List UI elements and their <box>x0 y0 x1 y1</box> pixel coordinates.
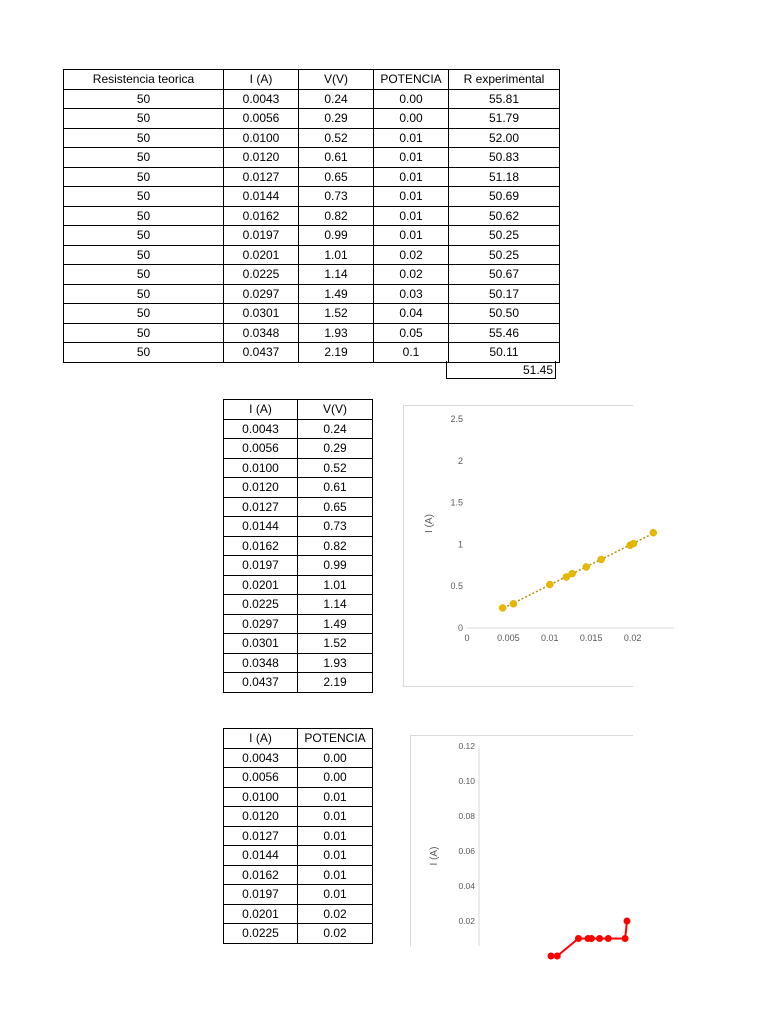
table-cell: 50.17 <box>449 284 560 304</box>
table-cell: 0.0127 <box>224 826 298 846</box>
table-cell: 0.0348 <box>224 653 298 673</box>
y-tick-label: 0.08 <box>458 811 475 821</box>
table-cell: 0.0120 <box>224 807 298 827</box>
table-cell: 0.02 <box>298 924 373 944</box>
table-cell: 0.0056 <box>224 109 299 129</box>
y-axis-label: I (A) <box>424 514 435 533</box>
y-tick-label: 2.5 <box>450 414 463 424</box>
table-row <box>224 885 373 905</box>
data-point <box>546 581 553 588</box>
table-cell: 0.01 <box>374 128 449 148</box>
table-row <box>64 187 560 207</box>
table-cell: 0.0043 <box>224 89 299 109</box>
table-cell: 0.0100 <box>224 787 298 807</box>
table-row <box>64 109 560 129</box>
data-point <box>624 918 631 925</box>
data-point <box>605 935 612 942</box>
table-row <box>224 653 373 673</box>
table-row <box>64 265 560 285</box>
x-tick-label: 0.005 <box>497 633 520 643</box>
table-cell: 0.0201 <box>224 904 298 924</box>
table-row <box>224 924 373 944</box>
table-row <box>224 419 373 439</box>
table-cell: 0.0162 <box>224 865 298 885</box>
table-cell: 0.00 <box>298 748 373 768</box>
table-cell: 50 <box>64 343 224 363</box>
table-cell: 55.81 <box>449 89 560 109</box>
table-row <box>224 673 373 693</box>
table-header-row <box>64 70 560 90</box>
table-cell: 0.0437 <box>224 343 299 363</box>
table-cell: 0.0297 <box>224 614 298 634</box>
table-cell: 2.19 <box>298 673 373 693</box>
table-row <box>224 846 373 866</box>
table-row <box>224 556 373 576</box>
table-row <box>224 517 373 537</box>
table-row <box>64 89 560 109</box>
table-row <box>224 478 373 498</box>
table-cell: 1.93 <box>298 653 373 673</box>
table-cell: 1.49 <box>298 614 373 634</box>
table-cell: 0.73 <box>299 187 374 207</box>
table-cell: 0.0100 <box>224 458 298 478</box>
iv-table-body <box>224 419 373 692</box>
y-tick-label: 0.10 <box>458 776 475 786</box>
table-cell: 1.52 <box>298 634 373 654</box>
table-cell: 50 <box>64 187 224 207</box>
table-cell: 0.0301 <box>224 634 298 654</box>
y-tick-label: 1 <box>457 539 463 550</box>
y-axis-label: I (A) <box>429 846 440 866</box>
table-cell: 0.0201 <box>224 245 299 265</box>
table-cell: 1.14 <box>299 265 374 285</box>
table-cell: 0.02 <box>374 265 449 285</box>
header-current: I (A) <box>224 70 299 90</box>
y-tick-label: 2 <box>457 455 463 466</box>
table-cell: 50 <box>64 245 224 265</box>
table-cell: 50 <box>64 148 224 168</box>
chart-svg <box>411 736 633 946</box>
table-row <box>224 826 373 846</box>
table-cell: 0.0197 <box>224 226 299 246</box>
table-cell: 0.0056 <box>224 768 298 788</box>
data-point <box>588 935 595 942</box>
table-row <box>64 206 560 226</box>
table-cell: 0.0127 <box>224 167 299 187</box>
table-cell: 0.03 <box>374 284 449 304</box>
chart-svg <box>404 406 642 686</box>
table-cell: 50.62 <box>449 206 560 226</box>
table-cell: 50 <box>64 109 224 129</box>
table-cell: 0.29 <box>299 109 374 129</box>
table-cell: 50 <box>64 265 224 285</box>
table-cell: 0.0348 <box>224 323 299 343</box>
table-cell: 1.93 <box>299 323 374 343</box>
table-row <box>64 245 560 265</box>
table-cell: 0.01 <box>374 148 449 168</box>
table-cell: 0.01 <box>374 226 449 246</box>
table-cell: 0.01 <box>298 865 373 885</box>
table-cell: 0.00 <box>374 89 449 109</box>
table-cell: 50.25 <box>449 226 560 246</box>
table-header-row <box>224 400 373 420</box>
data-point <box>650 529 657 536</box>
table-row <box>224 595 373 615</box>
header-potencia: POTENCIA <box>298 729 373 749</box>
table-cell: 1.52 <box>299 304 374 324</box>
table-cell: 50 <box>64 206 224 226</box>
ip-table-body <box>224 748 373 943</box>
table-cell: 0.99 <box>298 556 373 576</box>
table-row <box>224 536 373 556</box>
table-cell: 0.73 <box>298 517 373 537</box>
table-row <box>224 634 373 654</box>
table-cell: 50.67 <box>449 265 560 285</box>
x-tick-label: 0.02 <box>623 633 642 643</box>
table-cell: 55.46 <box>449 323 560 343</box>
table-cell: 50 <box>64 226 224 246</box>
table-cell: 0.1 <box>374 343 449 363</box>
table-cell: 1.01 <box>299 245 374 265</box>
table-cell: 50 <box>64 128 224 148</box>
table-row <box>224 439 373 459</box>
table-cell: 0.00 <box>298 768 373 788</box>
data-point <box>596 935 603 942</box>
table-cell: 0.0437 <box>224 673 298 693</box>
table-cell: 0.02 <box>374 245 449 265</box>
table-row <box>64 323 560 343</box>
table-cell: 0.61 <box>299 148 374 168</box>
table-cell: 0.99 <box>299 226 374 246</box>
header-resistencia-teorica: Resistencia teorica <box>64 70 224 90</box>
table-cell: 1.01 <box>298 575 373 595</box>
table-cell: 0.0225 <box>224 265 299 285</box>
data-point <box>583 563 590 570</box>
table-row <box>64 226 560 246</box>
table-cell: 0.02 <box>298 904 373 924</box>
x-tick-label: 0.015 <box>579 633 603 643</box>
table-cell: 0.01 <box>374 167 449 187</box>
data-point <box>510 600 517 607</box>
table-cell: 0.0197 <box>224 556 298 576</box>
table-cell: 50 <box>64 323 224 343</box>
y-tick-label: 0.02 <box>458 916 475 926</box>
table-row <box>64 128 560 148</box>
table-cell: 52.00 <box>449 128 560 148</box>
data-point <box>499 604 506 611</box>
table-cell: 50.50 <box>449 304 560 324</box>
data-point <box>569 570 576 577</box>
table-cell: 0.01 <box>298 787 373 807</box>
table-cell: 0.00 <box>374 109 449 129</box>
table-cell: 50.25 <box>449 245 560 265</box>
table-cell: 2.19 <box>299 343 374 363</box>
header-potencia: POTENCIA <box>374 70 449 90</box>
table-cell: 50 <box>64 89 224 109</box>
table-cell: 0.01 <box>374 187 449 207</box>
table-row <box>224 458 373 478</box>
table-cell: 50 <box>64 167 224 187</box>
table-row <box>64 284 560 304</box>
table-cell: 0.65 <box>298 497 373 517</box>
table-cell: 0.29 <box>298 439 373 459</box>
table-cell: 51.79 <box>449 109 560 129</box>
data-point <box>630 540 637 547</box>
table-cell: 0.04 <box>374 304 449 324</box>
table-cell: 0.0201 <box>224 575 298 595</box>
header-current: I (A) <box>224 400 298 420</box>
table-cell: 0.0301 <box>224 304 299 324</box>
table-row <box>224 865 373 885</box>
main-data-table <box>63 69 560 363</box>
y-tick-label: 1.5 <box>450 497 463 508</box>
table-cell: 0.24 <box>299 89 374 109</box>
current-voltage-table <box>223 399 373 693</box>
y-tick-label: 0.12 <box>458 741 475 751</box>
data-point <box>554 953 561 960</box>
table-row <box>224 904 373 924</box>
r-experimental-average: 51.45 <box>446 361 556 379</box>
table-cell: 0.0043 <box>224 748 298 768</box>
table-row <box>224 787 373 807</box>
data-point <box>548 953 555 960</box>
table-cell: 0.0197 <box>224 885 298 905</box>
table-cell: 0.0120 <box>224 478 298 498</box>
table-cell: 0.61 <box>298 478 373 498</box>
table-cell: 0.0144 <box>224 846 298 866</box>
table-cell: 0.82 <box>299 206 374 226</box>
data-point <box>598 556 605 563</box>
x-tick-label: 0 <box>464 633 470 643</box>
table-cell: 50 <box>64 284 224 304</box>
table-row <box>224 748 373 768</box>
table-cell: 0.0225 <box>224 595 298 615</box>
header-voltage: V(V) <box>298 400 373 420</box>
table-cell: 50.83 <box>449 148 560 168</box>
table-cell: 0.52 <box>298 458 373 478</box>
table-cell: 1.49 <box>299 284 374 304</box>
current-power-table <box>223 728 373 944</box>
table-row <box>224 497 373 517</box>
table-row <box>64 343 560 363</box>
table-cell: 0.0100 <box>224 128 299 148</box>
table-row <box>224 614 373 634</box>
table-row <box>224 768 373 788</box>
data-point <box>622 935 629 942</box>
table-cell: 0.24 <box>298 419 373 439</box>
main-table-body <box>64 89 560 362</box>
y-tick-label: 0.5 <box>450 581 463 592</box>
table-cell: 51.18 <box>449 167 560 187</box>
table-cell: 0.01 <box>298 826 373 846</box>
table-cell: 0.01 <box>298 885 373 905</box>
table-cell: 0.0162 <box>224 206 299 226</box>
table-cell: 0.52 <box>299 128 374 148</box>
header-voltage: V(V) <box>299 70 374 90</box>
table-cell: 50.69 <box>449 187 560 207</box>
table-cell: 0.0043 <box>224 419 298 439</box>
table-cell: 0.0056 <box>224 439 298 459</box>
current-voltage-chart <box>403 405 642 687</box>
table-cell: 0.0120 <box>224 148 299 168</box>
current-power-chart <box>410 735 633 946</box>
table-cell: 1.14 <box>298 595 373 615</box>
table-cell: 0.05 <box>374 323 449 343</box>
table-cell: 0.0144 <box>224 517 298 537</box>
table-cell: 0.65 <box>299 167 374 187</box>
table-row <box>64 304 560 324</box>
table-cell: 0.01 <box>374 206 449 226</box>
table-cell: 0.0162 <box>224 536 298 556</box>
table-cell: 0.0127 <box>224 497 298 517</box>
table-row <box>224 575 373 595</box>
y-tick-label: 0.06 <box>458 846 475 856</box>
table-header-row <box>224 729 373 749</box>
table-cell: 0.0297 <box>224 284 299 304</box>
table-cell: 0.0144 <box>224 187 299 207</box>
table-cell: 50.11 <box>449 343 560 363</box>
y-tick-label: 0 <box>457 623 463 633</box>
table-row <box>224 807 373 827</box>
table-cell: 0.0225 <box>224 924 298 944</box>
table-row <box>64 148 560 168</box>
data-point <box>575 935 582 942</box>
table-cell: 50 <box>64 304 224 324</box>
table-row <box>64 167 560 187</box>
header-current: I (A) <box>224 729 298 749</box>
header-r-experimental: R experimental <box>449 70 560 90</box>
table-cell: 0.01 <box>298 807 373 827</box>
table-cell: 0.01 <box>298 846 373 866</box>
table-cell: 0.82 <box>298 536 373 556</box>
x-tick-label: 0.01 <box>541 633 559 643</box>
y-tick-label: 0.04 <box>458 881 475 891</box>
